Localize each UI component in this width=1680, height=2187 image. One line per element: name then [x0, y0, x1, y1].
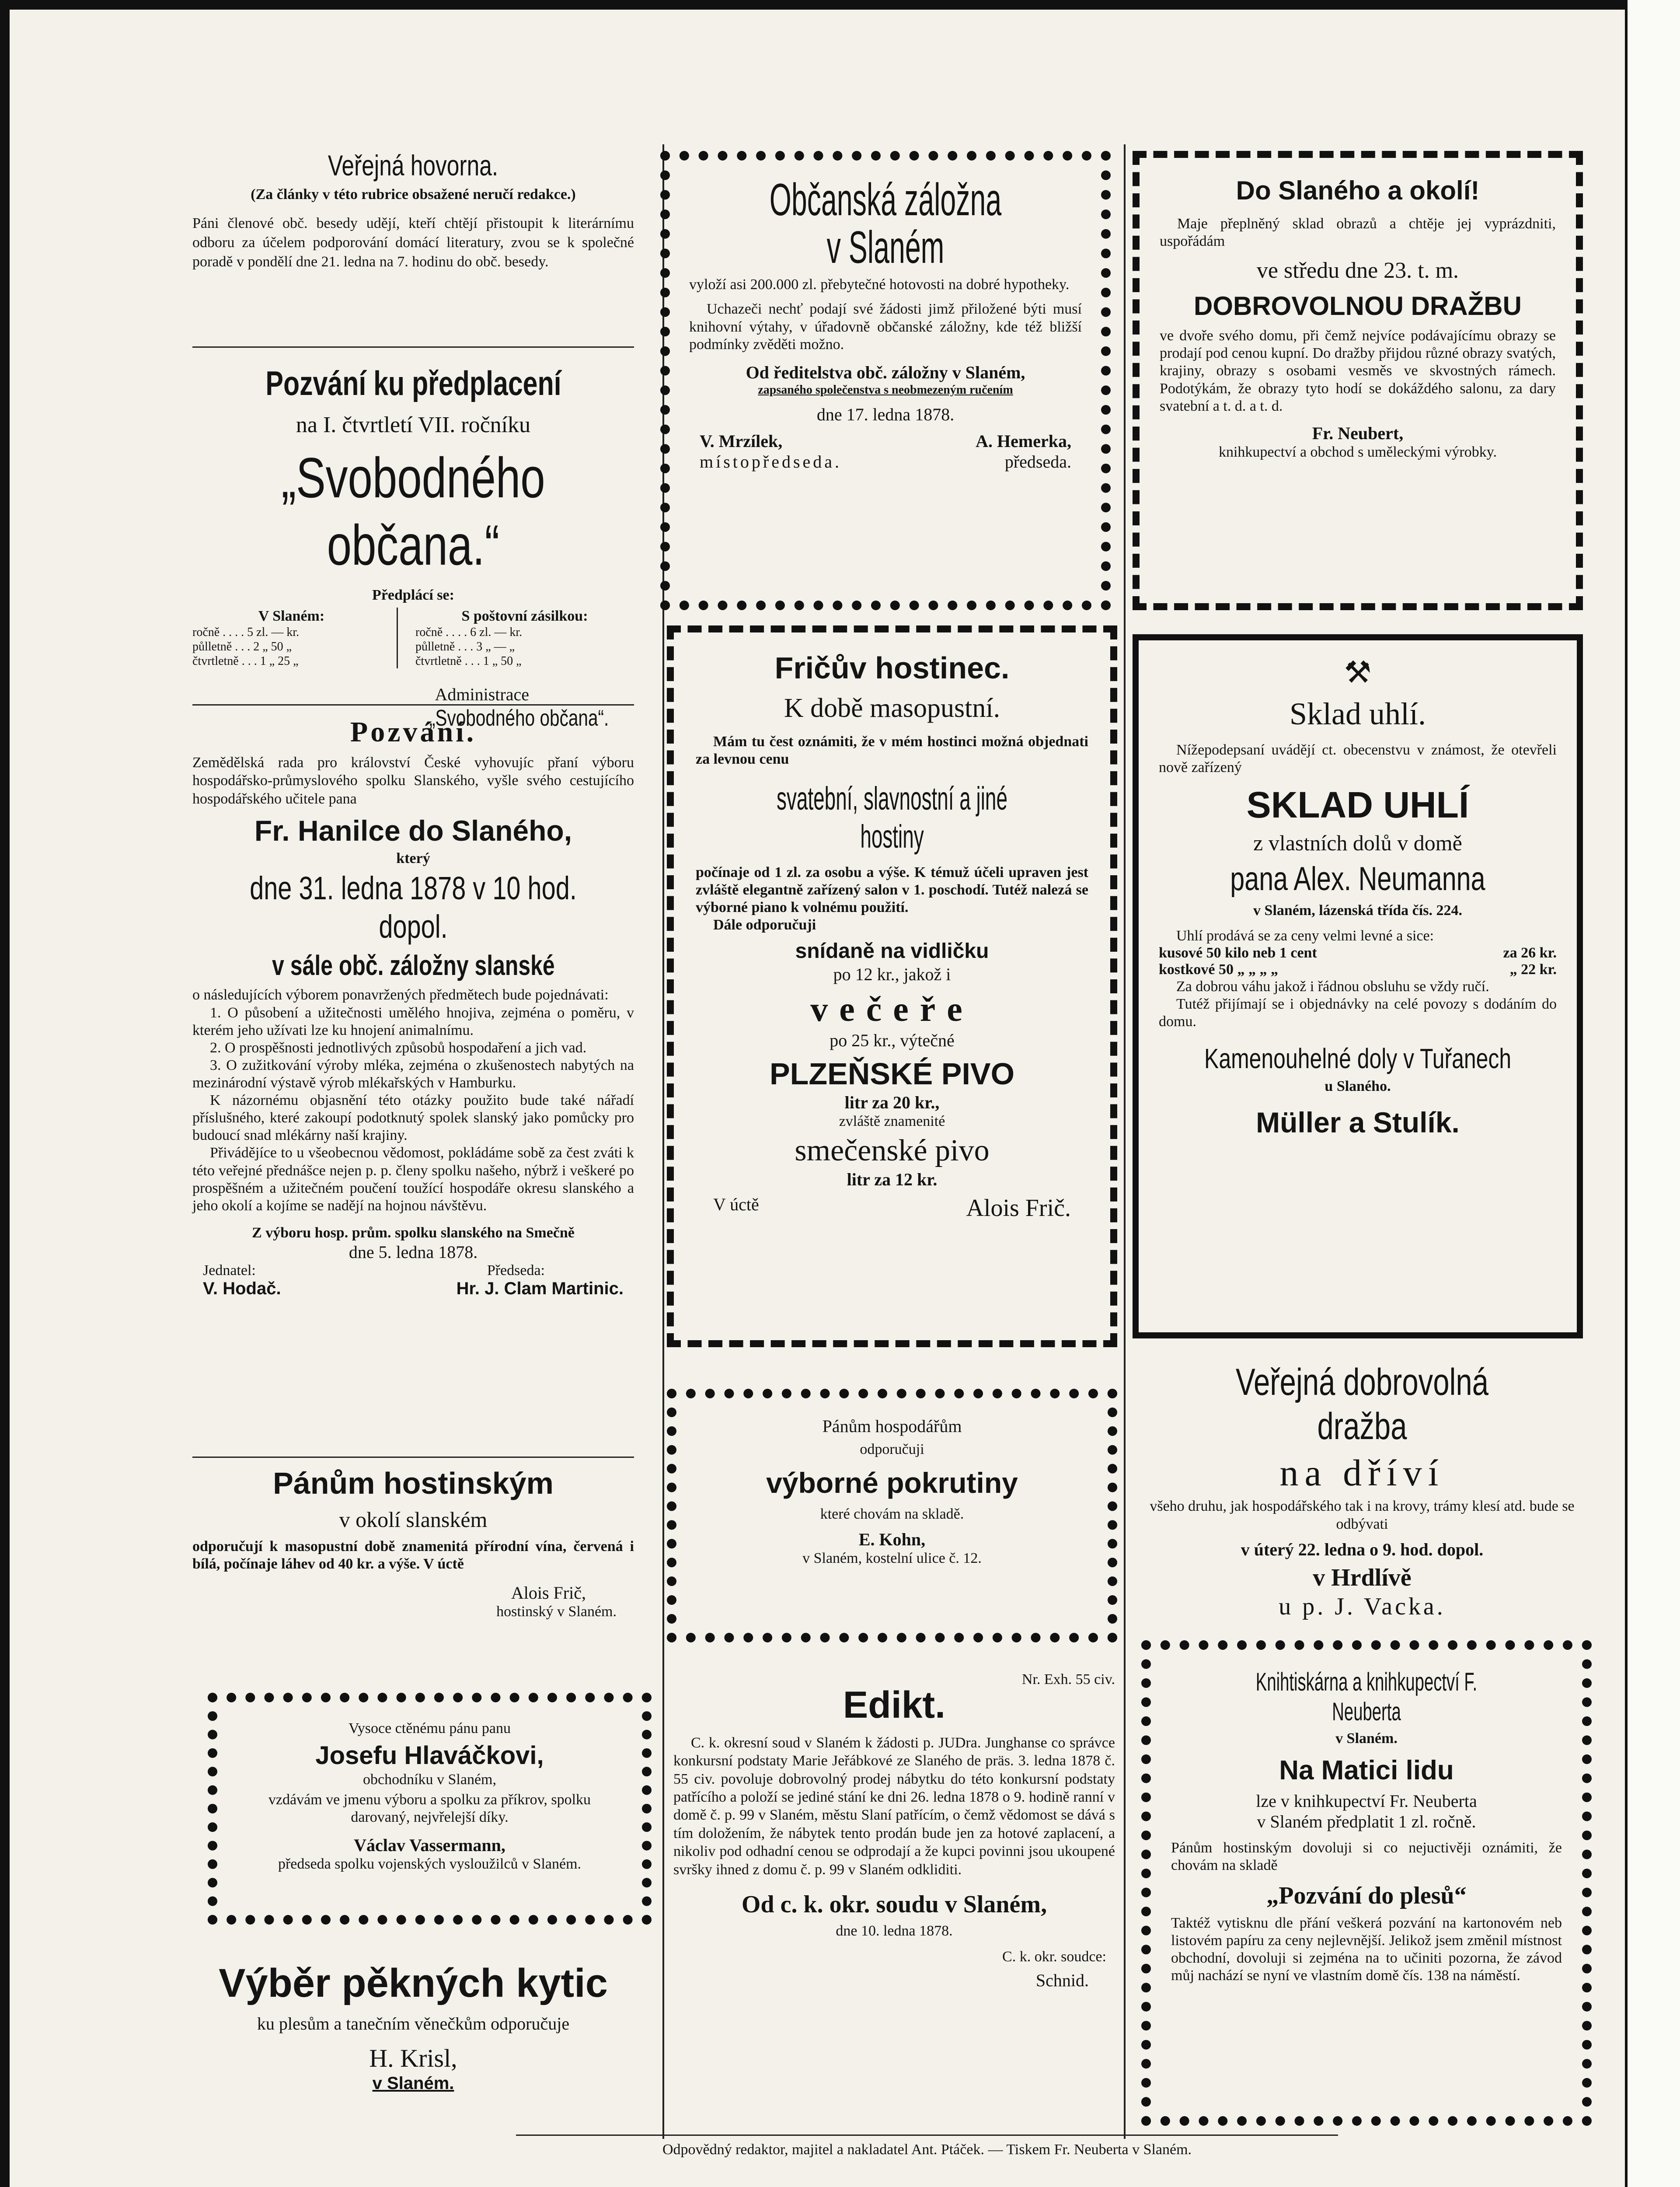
uhli-firm: Kamenouhelné doly v Tuřanech [1204, 1042, 1512, 1074]
predplaceni-title: Pozvání ku předplacení [265, 364, 561, 402]
pozvani-sign-date: dne 5. ledna 1878. [349, 1242, 478, 1262]
pozvani-item: 3. O zužitkování výroby mléka, zejména o zkušenostech nabytých na mezinárodní výstavě výrob mlékařských v Hamburku. [192, 1057, 634, 1091]
pokrutiny-title: výborné pokrutiny [766, 1467, 1018, 1499]
price-right-row: čtvrtletně . . . 1 „ 50 „ [415, 654, 522, 668]
verejna-text: Páni členové obč. besedy udějí, kteří chtějí přistoupit k literárnímu odboru za účelem podporování domácí literatury, zvou se k společné poradě v pondělí dne 21. ledna na 7. hodinu do obč. besedy. [192, 215, 634, 270]
uhli-big: SKLAD UHLÍ [1246, 784, 1469, 826]
neubert-l1: lze v knihkupectví Fr. Neuberta [1256, 1791, 1477, 1811]
hlavackovi-name: Josefu Hlaváčkovi, [315, 1741, 544, 1770]
pozvani-hanilce [192, 715, 634, 1299]
drazba-big: DOBROVOLNOU DRAŽBU [1194, 291, 1522, 321]
predseda-label: Předseda: [487, 1262, 545, 1279]
uhli-p1: Nížepodepsaní uvádějí ct. obecenstvu v známost, že otevřeli nově zařízený [1159, 741, 1557, 776]
zalozna-date: dne 17. ledna 1878. [816, 405, 955, 425]
uhli-p4: Tutéž přijímají se i objednávky na celé povozy s dodáním do domu. [1159, 996, 1557, 1030]
admin-line2: „Svobodného občana“. [429, 705, 609, 731]
hlavackovi-sign2: předseda spolku vojenských vysloužilců v Slaném. [278, 1856, 582, 1873]
fric-uct: V úctě [713, 1195, 759, 1215]
edikt-judge: Schnid. [1035, 1970, 1089, 1990]
hostinskym-line2: v okolí slanském [339, 1507, 488, 1532]
uhli-price-value: „ 22 kr. [1509, 961, 1557, 978]
zalozna-left-sign: V. Mrzílek, [700, 431, 783, 451]
verejna-title: Veřejná hovorna. [328, 149, 498, 182]
edikt-ref: Nr. Exh. 55 civ. [1021, 1671, 1115, 1687]
neubert-title: Knihtiskárna a knihkupectví F. Neuberta [1255, 1668, 1478, 1726]
pozvani-p3: Přivádějíce to u všeobecnou vědomost, pokládáme sobě za čest zváti k této veřejné přednášce nejen p. p. členy spolku našeho, nýbrž i veškeré po prospěšném a užitečném poučení toužící hospodáře okresu slanského a jeho okolí a kojíme se nadějí na hojnou návštěvu. [192, 1145, 634, 1214]
predseda-name: Hr. J. Clam Martinic. [456, 1279, 624, 1299]
drivi-title: Veřejná dobrovolná dražba [1235, 1361, 1489, 1448]
pokrutiny-box [667, 1389, 1117, 1642]
hostinskym-sign2: hostinský v Slaném. [496, 1604, 617, 1620]
uhli-l2: z vlastních dolů v domě [1253, 831, 1462, 856]
drazba-date: ve středu dne 23. t. m. [1256, 258, 1459, 283]
pozvani-p2: K názornému objasnění této otázky použito bude také nářadí příslušného, které zakoupí podotknutý spolek slanský jako pomůcky pro budoucí snad mlékárny naší krajiny. [192, 1092, 634, 1144]
hostinskym-text: odporučují k masopustní době znamenitá přírodní vína, červená i bílá, počínaje láhev od 40 kr. a výše. V úctě [192, 1538, 634, 1572]
pozvani-sign-head: Z výboru hosp. prům. spolku slanského na Smečně [252, 1224, 575, 1241]
fric-box [667, 625, 1117, 1347]
uhli-title: Sklad uhlí. [1289, 696, 1426, 731]
drazba-drivi [1141, 1360, 1583, 1621]
vecere: večeře [810, 990, 974, 1029]
kytic-line2: ku plesům a tanečním věnečkům odporučuje [257, 2013, 570, 2033]
drivi-title2: na dříví [1279, 1451, 1445, 1494]
snidane-price: po 12 kr., jakož i [833, 964, 951, 984]
edikt-date: dne 10. ledna 1878. [836, 1923, 953, 1939]
fric-p2: počínaje od 1 zl. za osobu a výše. K témuž účeli upraven jest zvláště elegantně zařízený salon v 1. poschodí. Tutéž nalezá se výborné piano k volnému použití. [696, 864, 1088, 915]
lecture-venue: v sále obč. záložny slanské [272, 949, 555, 981]
edikt-court: Od c. k. okr. soudu v Slaném, [741, 1891, 1047, 1918]
drazba-p2: ve dvoře svého domu, při čemž nejvíce podávajícímu obrazy se prodají pod cenou kupní. Do dražby přijdou různé obrazy svatých, krajiny, obrazy s osobami vesměs ve skvostných rámech. Podotýkám, že obrazy tyto hodí se dokáždého salonu, za dary svatební a t. d. a t. d. [1160, 328, 1556, 414]
uhli-price-row: kusové 50 kilo neb 1 cent [1159, 945, 1317, 961]
ktery: který [396, 850, 430, 867]
fric-p3: Dále odporučuji [713, 916, 816, 933]
footer [437, 2141, 1417, 2159]
rule [192, 346, 634, 348]
zalozna-box [660, 151, 1111, 610]
uhli-p2: Uhlí prodává se za ceny velmi levné a sice: [1176, 928, 1434, 944]
drazba-sign2: knihkupectví a obchod s uměleckými výrobky. [1218, 444, 1497, 460]
pokrutiny-l2: odporučuji [860, 1441, 924, 1458]
uhli-addr: v Slaném, lázenská třída čís. 224. [1253, 902, 1462, 919]
vyber-kytic [192, 1960, 634, 2094]
edikt [673, 1671, 1115, 1991]
pivo-plzenske-note: zvláště znamenité [839, 1113, 945, 1130]
drivi-place2: u p. J. Vacka. [1279, 1593, 1446, 1620]
drazba-obrazu-box [1133, 151, 1583, 610]
edikt-title: Edikt. [843, 1684, 946, 1726]
neubert-p1: Pánům hostinským dovoluji si co nejuctivěji oznámiti, že chovám na skladě [1171, 1839, 1562, 1873]
predplaci-se: Předplácí se: [372, 587, 454, 604]
jednatel-label: Jednatel: [203, 1262, 256, 1279]
drivi-date: v úterý 22. ledna o 9. hod. dopol. [1241, 1539, 1484, 1559]
zalozna-p3b: zapsaného společenstva s neobmezeným ručením [758, 383, 1013, 397]
edikt-text: C. k. okresní soud v Slaném k žádosti p. JUDra. Junghanse co správce konkursní podstaty Marie Jeřábkové ze Slaného de präs. 3. ledna 1878 č. 55 civ. povoluje dobrovolný prodej nábytku do této konkursní podstaty patřícího a položí se jediné stání ke dni 26. ledna 1878 o 9. hodině ranní v domě č. p. 99 v Slaném, městu Slaní patřícím, o čemž vědomost se dává s tím doložením, že nábytek tento prodán bude jen za hotové zaplacení, a nikoliv pod odhadní cenou se odprodají a že kupci povinni jsou ukoupené svršky ihned z domu č. p. 99 v Slaném odkliditi. [673, 1734, 1115, 1878]
drazba-sign: Fr. Neubert, [1312, 423, 1404, 443]
uhli-firm2: u Slaného. [1324, 1078, 1391, 1095]
hlavackovi-l2: obchodníku v Slaném, [362, 1771, 497, 1788]
zalozna-p3: Od ředitelstva obč. záložny v Slaném, [746, 362, 1025, 382]
price-right-head: S poštovní zásilkou: [461, 608, 588, 625]
kytic-sign2: v Slaném. [372, 2074, 454, 2093]
pokrutiny-sign: E. Kohn, [858, 1530, 926, 1550]
dekovani-box [208, 1693, 652, 1925]
hlavackovi-sign: Václav Vassermann, [354, 1835, 505, 1855]
panum-hostinskym [192, 1465, 634, 1621]
neubert-box [1141, 1640, 1592, 2126]
rule [192, 704, 634, 706]
pokrutiny-addr: v Slaném, kostelní ulice č. 12. [802, 1550, 982, 1567]
price-left-head: V Slaném: [258, 608, 325, 625]
pokrutiny-l3: které chovám na skladě. [820, 1506, 964, 1523]
pivo-plzenske-price: litr za 20 kr., [844, 1093, 940, 1113]
zalozna-title: Občanská záložna v Slaném [769, 175, 1002, 273]
fric-sub: K době masopustní. [784, 693, 1000, 723]
pozvani-title: Pozvání. [350, 716, 477, 748]
fric-title: Fričův hostinec. [774, 651, 1010, 685]
predplaceni-line2: na I. čtvrtletí VII. ročníku [296, 412, 531, 438]
hlavackovi-l1: Vysoce ctěnému pánu panu [348, 1720, 511, 1736]
price-left-row: půlletně . . . 2 „ 50 „ [192, 640, 292, 654]
zalozna-right-role: předseda. [1004, 452, 1071, 472]
lecture-date: dne 31. ledna 1878 v 10 hod. dopol. [250, 870, 577, 945]
pozvani-predplaceni [192, 363, 634, 732]
pivo-smecenske: smečenské pivo [795, 1134, 990, 1168]
zalozna-left-role: místopředseda. [700, 452, 842, 472]
verejna-sub: (Za články v této rubrice obsažené neručí redakce.) [251, 186, 576, 203]
hanilce-name: Fr. Hanilce do Slaného, [254, 814, 572, 847]
pozvani-item: 2. O prospěšnosti jednotlivých způsobů hospodaření a jich vad. [210, 1039, 587, 1056]
paper-name: „Svobodného občana.“ [281, 446, 545, 577]
fric-sign: Alois Frič. [966, 1195, 1071, 1222]
hostinskym-sign: Alois Frič, [511, 1583, 586, 1603]
pozvani-p1: o následujících výborem ponavržených předmětech bude pojednávati: [192, 987, 609, 1003]
uhli-price-value: za 26 kr. [1503, 945, 1557, 961]
price-right-row: ročně . . . . 6 zl. — kr. [415, 625, 523, 639]
drivi-p1: všeho druhu, jak hospodářského tak i na krovy, trámy klesí atd. bude se odbývati [1150, 1498, 1575, 1532]
sklad-uhli-box [1133, 634, 1583, 1338]
pivo-plzenske: PLZEŇSKÉ PIVO [769, 1057, 1015, 1091]
uhli-price-row: kostkové 50 „ „ „ „ [1159, 961, 1278, 978]
drazba-p1: Maje přeplněný sklad obrazů a chtěje jej vyprázdniti, uspořádám [1160, 215, 1556, 249]
uhli-name: pana Alex. Neumanna [1230, 860, 1485, 898]
vecere-price: po 25 kr., výtečné [830, 1031, 955, 1051]
pokrutiny-l1: Pánům hospodářům [822, 1416, 962, 1436]
price-left-row: čtvrtletně . . . 1 „ 25 „ [192, 654, 299, 668]
pivo-smecenske-price: litr za 12 kr. [847, 1169, 938, 1189]
neubert-big: Na Matici lidu [1279, 1755, 1454, 1785]
crossed-hammers-icon: ⚒ [1344, 656, 1372, 690]
rule [192, 1457, 634, 1458]
neubert-l2: v Slaném předplatit 1 zl. ročně. [1257, 1812, 1476, 1832]
column-divider-2 [1124, 144, 1126, 2139]
pozvani-item: 1. O působení a užitečnosti umělého hnojiva, zejména o poměru, v kterém jeho užívati lze ku hnojení animalnímu. [192, 1004, 634, 1038]
kytic-title: Výběr pěkných kytic [219, 1961, 608, 2005]
neubert-sub: v Slaném. [1335, 1730, 1398, 1747]
uhli-sign: Müller a Stulík. [1256, 1106, 1460, 1139]
fric-big: svatební, slavnostní a jiné hostiny [777, 780, 1007, 855]
price-right-row: půlletně . . . 3 „ — „ [415, 640, 515, 654]
kytic-sign: H. Krisl, [369, 2044, 457, 2072]
page-edge [1625, 0, 1680, 2187]
pozvani-intro: Zemědělská rada pro království České vyhovujíc přaní výboru hospodářsko-průmyslového spolku Slanského, vyšle svého cestujícího hospodářského učitele pana [192, 754, 634, 807]
fric-p1: Mám tu čest oznámiti, že v mém hostinci možná objednati za levnou cenu [696, 733, 1088, 767]
price-left-row: ročně . . . . 5 zl. — kr. [192, 625, 300, 639]
pozvani-do-plesu: „Pozvání do plesů“ [1266, 1882, 1467, 1909]
zalozna-p2: Uchazeči nechť podají své žádosti jimž přiložené býti musí knihovní výtahy, v úřadovně občanské záložny, kde též bližší podmínky zvěděti možno. [689, 301, 1082, 353]
uhli-p3: Za dobrou váhu jakož i řádnou obsluhu se vždy ručí. [1176, 978, 1489, 995]
drazba-title: Do Slaného a okolí! [1236, 176, 1480, 205]
verejna-hovorna [192, 149, 634, 272]
zalozna-right-sign: A. Hemerka, [976, 431, 1071, 451]
snidane: snídaně na vidličku [795, 940, 989, 963]
drivi-place: v Hrdlívě [1313, 1564, 1412, 1591]
footer-rule [516, 2135, 1338, 2136]
jednatel-name: V. Hodač. [203, 1279, 281, 1299]
edikt-judge-label: C. k. okr. soudce: [1002, 1948, 1106, 1965]
footer-text: Odpovědný redaktor, majitel a nakladatel Ant. Ptáček. — Tiskem Fr. Neuberta v Slaném. [662, 2142, 1192, 2158]
hostinskym-title: Pánům hostinským [273, 1466, 554, 1500]
zalozna-p1: vyloží asi 200.000 zl. přebytečné hotovosti na dobré hypotheky. [689, 276, 1070, 293]
neubert-p2: Taktéž vytisknu dle přání veškerá pozvání na kartonovém neb listovém papíru za ceny nejlevnější. Jelikož jsem změnil místnost obchodní, dovoluji si zejména na to učiniti pozorna, že závod můj nachází se nyní ve vlastním domě čís. 138 na náměstí. [1171, 1914, 1562, 1984]
admin-line1: Administrace [435, 685, 529, 705]
hlavackovi-l3: vzdávám ve jmenu výboru a spolku za příkrov, spolku darovaný, nejvřelejší díky. [268, 1791, 591, 1825]
